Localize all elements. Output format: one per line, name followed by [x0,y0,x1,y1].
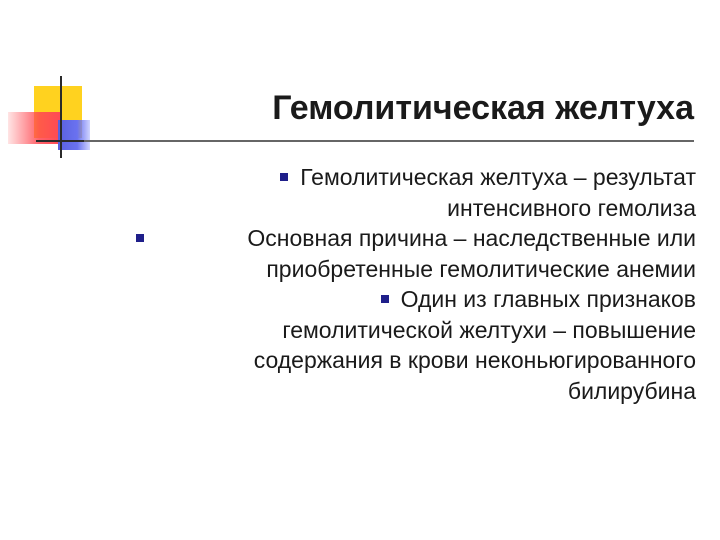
bullet-2-line-2 [120,254,696,285]
bullet-1-text-2: интенсивного гемолиза [447,194,696,221]
bullet-3-text-1: Один из главных признаков [400,286,696,312]
bullet-square-icon [136,234,144,242]
bullet-2-text-1: Основная причина – наследственные или [247,225,696,251]
bullet-1-line-1 [120,162,696,193]
logo-vertical-line [60,76,62,158]
bullet-2-line-1 [120,223,696,254]
logo-blue-square [58,120,90,150]
bullet-square-icon [381,295,389,303]
bullet-1-line-2 [120,193,696,224]
bullet-3-text-3: содержания в крови неконьюгированного [253,347,696,373]
bullet-3-line-2 [120,315,696,346]
slide-body [120,162,696,406]
bullet-square-icon [280,173,288,181]
bullet-1-text-1: Гемолитическая желтуха – результат [300,164,696,190]
decorative-logo [0,0,110,170]
bullet-3-line-3 [120,345,696,376]
title-underline [84,140,694,142]
bullet-3-text-2: гемолитической желтухи – повышение [282,316,696,343]
bullet-3-text-4: билирубина [567,377,696,404]
bullet-3-line-1 [120,284,696,315]
bullet-2-text-2: приобретенные гемолитические анемии [266,255,696,282]
bullet-3-line-4 [120,376,696,407]
slide-title: Гемолитическая желтуха [272,89,694,127]
